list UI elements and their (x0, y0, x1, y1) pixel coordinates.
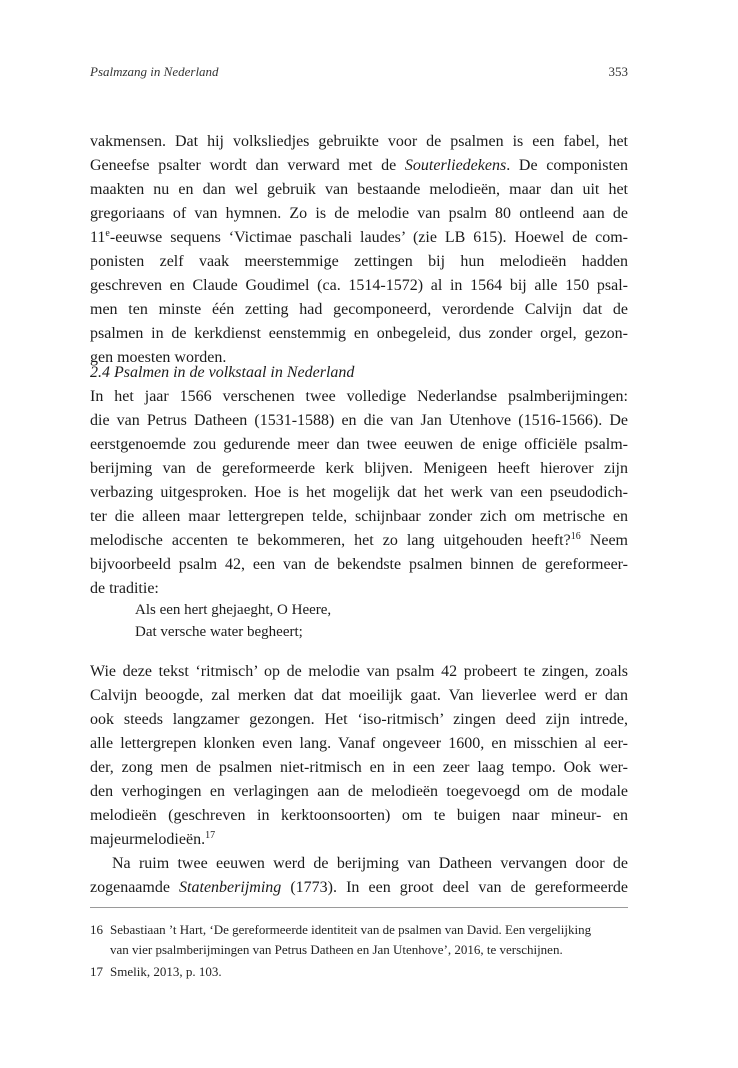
text-line: verbazing uitgesproken. Hoe is het mogelijk dat het werk van een pseudodich- (90, 484, 628, 501)
text-line: Geneefse psalter wordt dan verward met de Souterliedekens. De componisten (90, 157, 628, 174)
footnote-number: 16 (90, 922, 103, 937)
text-line: gen moesten worden. (90, 349, 227, 366)
text-line: ook steeds langzamer gezongen. Het ‘iso-ritmisch’ zingen deed zijn intrede, (90, 711, 628, 728)
footnote-text: Sebastiaan ’t Hart, ‘De gereformeerde identiteit van de psalmen van David. Een vergelijking (110, 922, 592, 937)
text-line: 11e-eeuwse sequens ‘Victimae paschali laudes’ (zie LB 615). Hoewel de com- (90, 228, 628, 246)
quote-line: Dat versche water begheert; (135, 624, 303, 640)
page (90, 0, 628, 1068)
italic-text: Souterliedekens (404, 157, 507, 174)
footnote-text: Smelik, 2013, p. 103. (110, 964, 222, 979)
text-line: In het jaar 1566 verschenen twee volledige Nederlandse psalmberijmingen: (90, 388, 628, 405)
footnote-number: 17 (90, 964, 103, 979)
section-heading: 2.4 Psalmen in de volkstaal in Nederland (90, 364, 355, 381)
superscript: 16 (570, 531, 581, 542)
footnote-rule (90, 907, 628, 908)
text-line: psalmen in de kerkdienst eenstemmig en onbegeleid, dus zonder orgel, gezon- (90, 325, 628, 342)
text-line: Wie deze tekst ‘ritmisch’ op de melodie van psalm 42 probeert te zingen, zoals (90, 663, 628, 680)
text-line: vakmensen. Dat hij volksliedjes gebruikte voor de psalmen is een fabel, het (90, 133, 628, 150)
running-head (90, 64, 628, 84)
text-line: gregoriaans of van hymnen. Zo is de melodie van psalm 80 ontleend aan de (90, 205, 628, 222)
text-line: berijming van de gereformeerde kerk blijven. Menigeen heeft hierover zijn (90, 460, 628, 477)
text-line: Calvijn beoogde, zal merken dat dat moeilijk gaat. Van lieverlee werd er dan (90, 687, 628, 704)
text-line: de traditie: (90, 580, 159, 597)
text-line: alle lettergrepen klonken even lang. Vanaf ongeveer 1600, en misschien al eer- (90, 735, 628, 752)
text-line: den verhogingen en verlagingen aan de melodieën toegevoegd om de modale (90, 783, 628, 800)
text-line: men ten minste één zetting had gecomponeerd, verordende Calvijn dat de (90, 301, 628, 318)
text-line: eerstgenoemde zou gedurende meer dan twee eeuwen de enige officiële psalm- (90, 436, 628, 453)
page-number: 353 (608, 64, 628, 79)
text-line: majeurmelodieën.$^{17}$ (90, 830, 216, 848)
text-line: zogenaamde Statenberijming (1773). In een groot deel van de gereformeerde (90, 879, 629, 896)
text-line: maakten nu en dan wel gebruik van bestaande melodieën, maar dan uit het (90, 181, 628, 198)
italic-text: Statenberijming (179, 879, 282, 896)
text-line: ter die alleen maar lettergrepen telde, schijnbaar zonder zich om metrische en (90, 508, 628, 525)
text-line: bijvoorbeeld psalm 42, een van de bekendste psalmen binnen de gereformeer- (90, 556, 628, 573)
text-line: die van Petrus Datheen (1531-1588) en die van Jan Utenhove (1516-1566). De (90, 412, 628, 429)
superscript: e (105, 228, 110, 239)
quote-line: Als een hert ghejaeght, O Heere, (135, 602, 332, 618)
text-line: der, zong men de psalmen niet-ritmisch en in een zeer laag tempo. Ook wer- (90, 759, 628, 776)
superscript: 17 (205, 830, 216, 841)
text-line: ponisten zelf vaak meerstemmige zettingen bij hun melodieën hadden (90, 253, 628, 270)
running-head-title: Psalmzang in Nederland (90, 64, 219, 79)
text-line: melodische accenten te bekommeren, het zo lang uitgehouden heeft?$^{16}$ Neem (90, 531, 628, 549)
text-line: Na ruim twee eeuwen werd de berijming van Datheen vervangen door de (112, 855, 628, 872)
text-line: melodieën (geschreven in kerktoonsoorten) om te buigen naar mineur- en (90, 807, 628, 824)
footnote-text: van vier psalmberijmingen van Petrus Datheen en Jan Utenhove’, 2016, te verschijnen. (110, 942, 563, 957)
text-line: geschreven en Claude Goudimel (ca. 1514-1572) al in 1564 bij alle 150 psal- (90, 277, 628, 294)
